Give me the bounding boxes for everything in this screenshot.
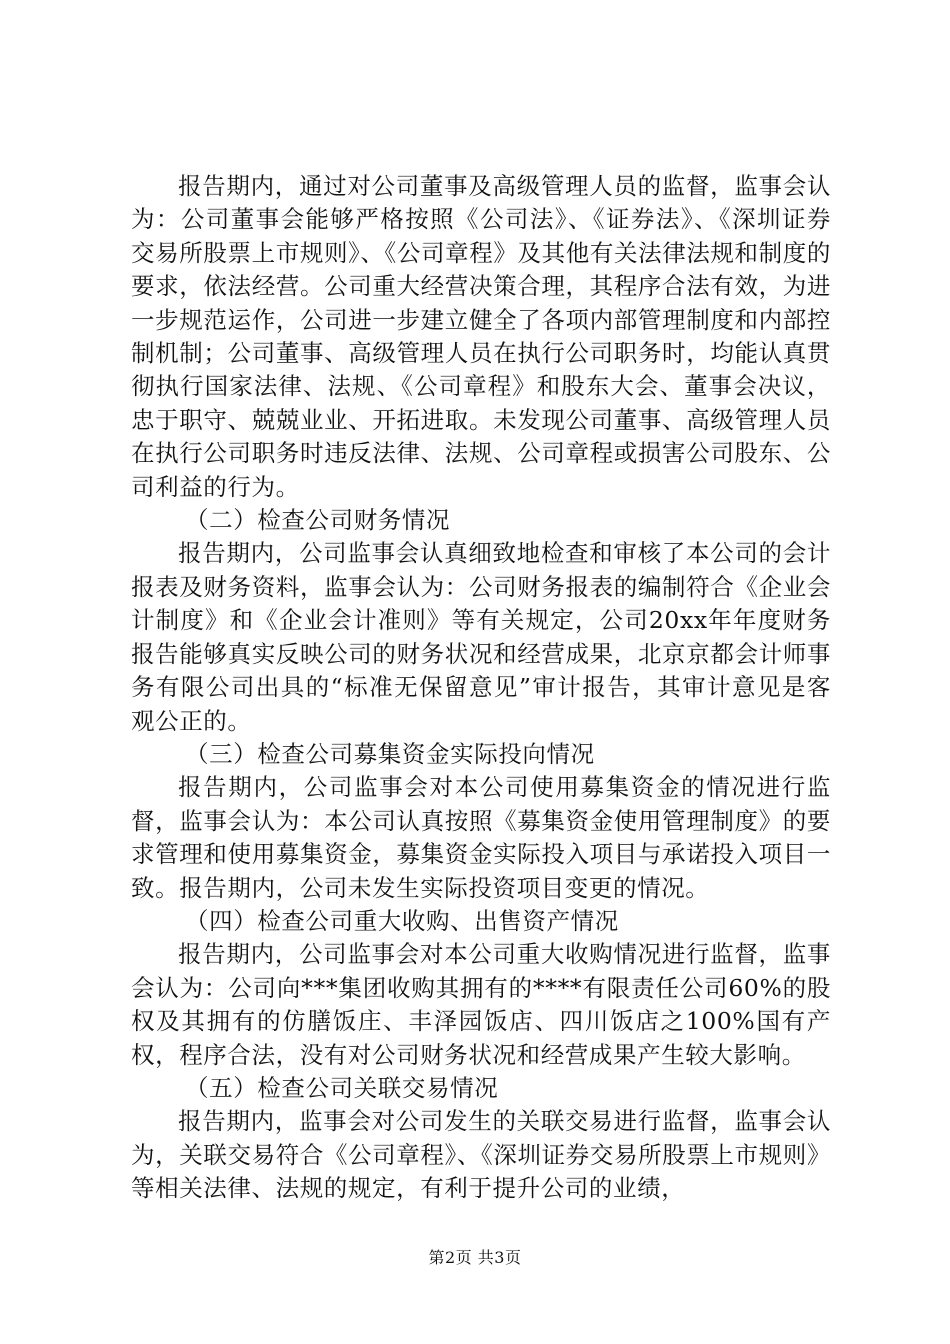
document-body [131,170,831,1206]
paragraph-acquisitions: 报告期内，公司监事会对本公司重大收购情况进行监督，监事会认为：公司向***集团收购其拥有的****有限责任公司60%的股权及其拥有的仿膳饭庄、丰泽园饭店、四川饭店之100%国有产权，程序合法，没有对公司财务状况和经营成果产生较大影响。 [131,940,831,1069]
paragraph-directors-supervision: 报告期内，通过对公司董事及高级管理人员的监督，监事会认为：公司董事会能够严格按照《公司法》、《证券法》、《深圳证券交易所股票上市规则》、《公司章程》及其他有关法律法规和制度的要求，依法经营。公司重大经营决策合理，其程序合法有效，为进一步规范运作，公司进一步建立健全了各项内部管理制度和内部控制机制；公司董事、高级管理人员在执行公司职务时，均能认真贯彻执行国家法律、法规、《公司章程》和股东大会、董事会决议，忠于职守、兢兢业业、开拓进取。未发现公司董事、高级管理人员在执行公司职务时违反法律、法规、公司章程或损害公司股东、公司利益的行为。 [131,172,831,501]
page-number-footer: 第2页 共3页 [428,1248,522,1267]
paragraph-finance: 报告期内，公司监事会认真细致地检查和审核了本公司的会计报表及财务资料，监事会认为：公司财务报表的编制符合《企业会计制度》和《企业会计准则》等有关规定，公司20xx年年度财务报告能够真实反映公司的财务状况和经营成果，北京京都会计师事务有限公司出具的“标准无保留意见”审计报告，其审计意见是客观公正的。 [131,539,831,735]
paragraph-related-transactions: 报告期内，监事会对公司发生的关联交易进行监督，监事会认为，关联交易符合《公司章程》、《深圳证券交易所股票上市规则》等相关法律、法规的规定，有利于提升公司的业绩， [131,1107,831,1203]
section-heading-raised-funds: （三）检查公司募集资金实际投向情况 [185,739,595,768]
section-heading-acquisitions: （四）检查公司重大收购、出售资产情况 [185,906,619,935]
paragraph-raised-funds: 报告期内，公司监事会对本公司使用募集资金的情况进行监督，监事会认为：本公司认真按照《募集资金使用管理制度》的要求管理和使用募集资金，募集资金实际投入项目与承诺投入项目一致。报告期内，公司未发生实际投资项目变更的情况。 [131,773,831,902]
section-heading-related-transactions: （五）检查公司关联交易情况 [185,1073,499,1102]
section-heading-finance: （二）检查公司财务情况 [185,506,451,535]
